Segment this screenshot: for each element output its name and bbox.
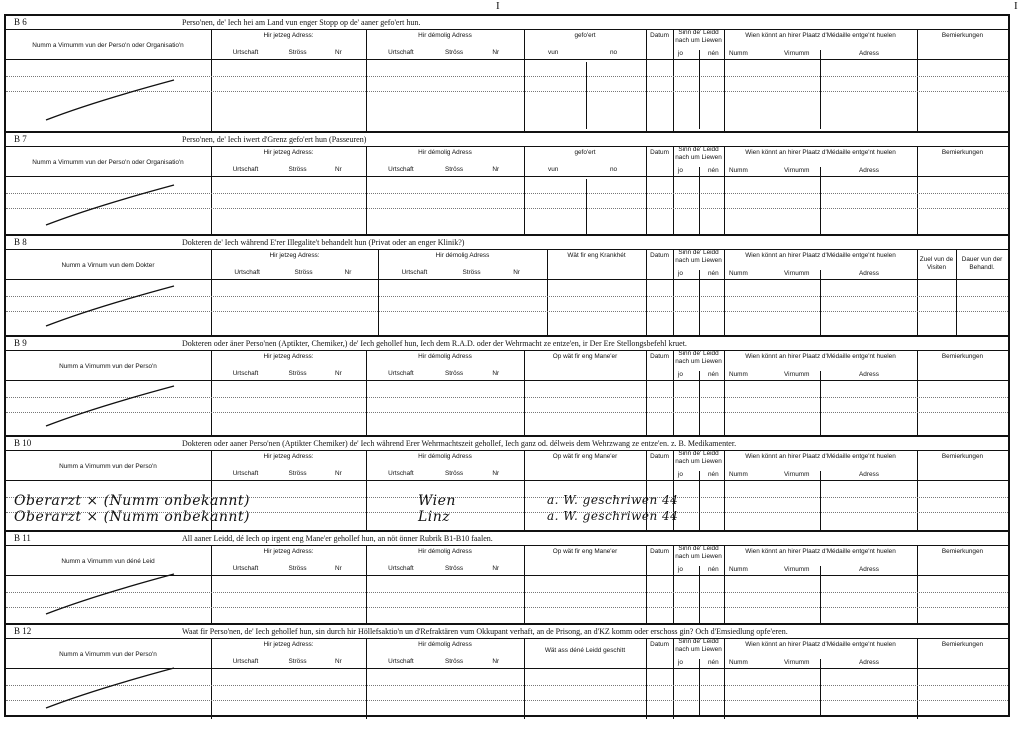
former-address-header: Hir démolig Adress (418, 353, 472, 360)
former-address-header: Hir démolig Adress (418, 453, 472, 460)
medal-surname-subheader: Numm (729, 167, 748, 174)
medal-surname-subheader: Numm (729, 371, 748, 378)
no-subheader: nén (708, 270, 719, 277)
place-subheader: Urtschaft (234, 269, 260, 276)
number-subheader: Nr (513, 269, 520, 276)
strike-through-pen-line (42, 76, 182, 126)
handwritten-method: a. W. geschriwen 44 (547, 509, 679, 523)
section-title-bar (6, 337, 1008, 351)
place-subheader: Urtschaft (232, 658, 259, 665)
medal-name-divider (820, 566, 821, 623)
section-heading: Perso'nen, de' Iech hei am Land vun enger Stopp op de' aaner gefo'ert hun. (182, 18, 421, 27)
yes-no-divider (699, 566, 700, 623)
medal-address-subheader: Adress (859, 270, 879, 277)
yes-subheader: jo (678, 371, 683, 378)
street-subheader: Ströss (288, 470, 307, 477)
medal-address-subheader: Adress (859, 50, 879, 57)
section-b-7 (6, 131, 1008, 234)
place-subheader: Urtschaft (232, 49, 259, 56)
visits-header: Zuel vun de Visiten (919, 256, 954, 271)
street-subheader: Ströss (288, 370, 307, 377)
section-title-bar (6, 437, 1008, 451)
medal-firstname-subheader: Virnumm (784, 50, 810, 57)
number-subheader: Nr (492, 49, 500, 56)
medal-address-subheader: Adress (859, 566, 879, 573)
alive-header: Sinn de' Leidd nach um Liewen (675, 545, 722, 560)
yes-subheader: jo (678, 167, 683, 174)
street-subheader: Ströss (445, 470, 464, 477)
section-code: B 7 (14, 134, 27, 144)
name-column-header: Numm a Virnumm vun der Perso'n oder Organisatio'n (32, 42, 184, 49)
column-divider (366, 546, 367, 625)
former-address-header: Hir démolig Adress (418, 149, 472, 156)
column-divider (646, 351, 647, 437)
yes-no-divider (699, 471, 700, 530)
section-title-bar (6, 532, 1008, 546)
remarks-header: Bemierkungen (941, 453, 984, 460)
section-b-11 (6, 530, 1008, 623)
section-title-bar (6, 16, 1008, 30)
column-divider (524, 30, 525, 131)
column-divider (646, 546, 647, 625)
yes-no-divider (699, 50, 700, 129)
column-divider (366, 351, 367, 437)
column-divider (378, 250, 379, 337)
from-subheader: vun (548, 166, 559, 173)
street-subheader: Ströss (288, 49, 307, 56)
alive-header: Sinn de' Leidd nach um Liewen (675, 350, 722, 365)
strike-line-path (46, 668, 174, 708)
place-subheader: Urtschaft (388, 166, 414, 173)
strike-through-pen-line (42, 382, 182, 432)
strike-line-path (46, 185, 174, 225)
medal-surname-subheader: Numm (729, 471, 748, 478)
medal-name-divider (820, 471, 821, 530)
date-header: Datum (650, 32, 669, 39)
section-b-10 (6, 435, 1008, 530)
column-divider (646, 30, 647, 131)
remarks-header: Bemierkungen (941, 353, 984, 360)
former-address-header: Hir démolig Adress (418, 641, 472, 648)
remarks-header: Bemierkungen (941, 548, 984, 555)
strike-line-path (46, 80, 174, 120)
column-divider (917, 639, 918, 719)
strike-through-pen-line (42, 570, 182, 620)
current-address-header: Hir jetzeg Adress: (263, 353, 314, 360)
col3-header: Op wät fir eng Mane'er (552, 453, 618, 460)
strike-through-pen-line (42, 664, 182, 714)
date-header: Datum (650, 353, 669, 360)
strike-through-pen-line (42, 282, 182, 332)
alive-header: Sinn de' Leidd nach um Liewen (675, 450, 722, 465)
place-subheader: Urtschaft (388, 370, 414, 377)
number-subheader: Nr (335, 49, 342, 56)
column-divider (673, 30, 674, 131)
name-column-header: Numm a Virnum vun dem Dokter (61, 262, 155, 269)
former-address-header: Hir démolig Adress (435, 252, 490, 259)
medal-firstname-subheader: Virnumm (784, 566, 810, 573)
header-row-divider (6, 59, 1008, 60)
yes-subheader: jo (678, 50, 683, 57)
column-divider (524, 147, 525, 236)
medal-firstname-subheader: Virnumm (784, 270, 810, 277)
medal-address-subheader: Adress (859, 659, 879, 666)
current-address-header: Hir jetzeg Adress: (263, 149, 314, 156)
header-row-divider (6, 480, 1008, 481)
street-subheader: Ströss (288, 658, 307, 665)
from-subheader: vun (548, 49, 559, 56)
form-sheet (4, 14, 1010, 717)
column-divider (917, 451, 918, 532)
header-row-divider (6, 279, 1008, 280)
header-row-divider (6, 380, 1008, 381)
column-divider (646, 639, 647, 719)
medal-address-subheader: Adress (859, 471, 879, 478)
no-subheader: nén (708, 471, 719, 478)
medal-header: Wien könnt an hirer Plaatz d'Médaille entge'nt huelen (745, 641, 896, 648)
place-subheader: Urtschaft (388, 565, 414, 572)
medal-firstname-subheader: Virnumm (784, 471, 810, 478)
current-address-header: Hir jetzeg Adress: (263, 32, 314, 39)
column-divider (724, 351, 725, 437)
former-address-header: Hir démolig Adress (418, 548, 472, 555)
yes-subheader: jo (678, 566, 683, 573)
yes-subheader: jo (678, 270, 683, 277)
current-address-header: Hir jetzeg Adress: (263, 641, 314, 648)
section-code: B 11 (14, 533, 31, 543)
street-subheader: Ströss (445, 658, 464, 665)
column-divider (917, 147, 918, 236)
col3-header: Wät fir eng Krankhét (567, 252, 626, 259)
street-subheader: Ströss (445, 370, 464, 377)
number-subheader: Nr (344, 269, 352, 276)
section-code: B 8 (14, 237, 27, 247)
column-divider (547, 250, 548, 337)
medal-surname-subheader: Numm (729, 50, 748, 57)
medal-header: Wien könnt an hirer Plaatz d'Médaille entge'nt huelen (745, 149, 896, 156)
no-subheader: nén (708, 371, 719, 378)
page-top-mark: I (496, 0, 500, 12)
column-divider (211, 250, 212, 337)
no-subheader: nén (708, 167, 719, 174)
medal-address-subheader: Adress (859, 371, 879, 378)
medal-surname-subheader: Numm (729, 270, 748, 277)
section-b-6 (6, 16, 1008, 131)
column-divider (524, 546, 525, 625)
current-address-header: Hir jetzeg Adress: (269, 252, 320, 259)
handwritten-town: Wien (418, 493, 456, 509)
column-divider (366, 639, 367, 719)
section-b-9 (6, 335, 1008, 435)
name-column-header: Numm a Virnumm vun der Perso'n (59, 363, 157, 370)
column-divider (366, 451, 367, 532)
medal-header: Wien könnt an hirer Plaatz d'Médaille entge'nt huelen (745, 252, 896, 259)
column-divider (724, 30, 725, 131)
medal-name-divider (820, 659, 821, 717)
place-subheader: Urtschaft (232, 470, 259, 477)
alive-header: Sinn de' Leidd nach um Liewen (675, 146, 722, 161)
handwritten-method: a. W. geschriwen 44 (547, 493, 679, 507)
alive-header: Sinn de' Leidd nach um Liewen (675, 249, 722, 264)
strike-through-pen-line (42, 181, 182, 231)
name-column-header: Numm a Virnumm vun der Perso'n (59, 463, 157, 470)
column-divider (366, 30, 367, 131)
column-divider (646, 147, 647, 236)
section-b-12 (6, 623, 1008, 717)
section-code: B 9 (14, 338, 27, 348)
column-divider (646, 250, 647, 337)
medal-header: Wien könnt an hirer Plaatz d'Médaille entge'nt huelen (745, 453, 896, 460)
remarks-header: Bemierkungen (941, 32, 984, 39)
column-divider (211, 639, 212, 719)
section-heading: Dokteren oder aaner Perso'nen (Aptikter Chemiker) de' Iech während Erer Wehrmachtszeit gehollef, Iech ganz od. délweis dem Wehrzwang ze entze'en. z. B. Medikamenter. (182, 439, 737, 448)
handwritten-name: Oberarzt × (Numm onbekannt) (14, 493, 250, 509)
medal-name-divider (820, 270, 821, 335)
section-code: B 12 (14, 626, 32, 636)
street-subheader: Ströss (288, 166, 307, 173)
number-subheader: Nr (492, 166, 500, 173)
medal-firstname-subheader: Virnumm (784, 659, 810, 666)
current-address-header: Hir jetzeg Adress: (263, 453, 314, 460)
to-subheader: no (610, 49, 618, 56)
col3-header: Wät ass déné Leidd geschitt (544, 647, 626, 654)
strike-line-path (46, 386, 174, 426)
section-b-8 (6, 234, 1008, 335)
section-heading: Perso'nen, de' Iech iwert d'Grenz gefo'ert hun (Passeuren) (182, 135, 367, 144)
place-subheader: Urtschaft (388, 49, 414, 56)
medal-name-divider (820, 371, 821, 435)
medal-name-divider (820, 167, 821, 234)
section-title-bar (6, 236, 1008, 250)
column-divider (524, 451, 525, 532)
number-subheader: Nr (492, 565, 500, 572)
place-subheader: Urtschaft (232, 370, 259, 377)
column-divider (724, 147, 725, 236)
number-subheader: Nr (335, 658, 342, 665)
date-header: Datum (650, 149, 669, 156)
place-subheader: Urtschaft (401, 269, 428, 276)
page-right-mark: I (1014, 0, 1018, 12)
section-heading: Dokteren oder äner Perso'nen (Aptikter, Chemiker,) de' Iech gehollef hun, Iech dem R.A.D. oder der Wehrmacht ze entze'en, ir Der Ere Stellongsbefehl kruet. (182, 339, 687, 348)
medal-header: Wien könnt an hirer Plaatz d'Médaille entge'nt huelen (745, 32, 896, 39)
name-column-header: Numm a Virnumm vun déné Leid (61, 558, 155, 565)
yes-subheader: jo (678, 659, 683, 666)
yes-no-divider (699, 167, 700, 234)
yes-subheader: jo (678, 471, 683, 478)
handwritten-name: Oberarzt × (Numm onbekannt) (14, 509, 250, 525)
name-column-header: Numm a Virnumm vun der Perso'n oder Organisatio'n (32, 159, 184, 166)
former-address-header: Hir démolig Adress (418, 32, 472, 39)
header-row-divider (6, 176, 1008, 177)
number-subheader: Nr (335, 166, 342, 173)
number-subheader: Nr (335, 565, 342, 572)
section-heading: All aaner Leidd, dé Iech op irgent eng Mane'er gehollef hun, an nöt önner Rubrik B1-B10 faalen. (182, 534, 493, 543)
street-subheader: Ströss (462, 269, 481, 276)
yes-no-divider (699, 270, 700, 335)
remarks-header: Bemierkungen (941, 641, 984, 648)
medal-firstname-subheader: Virnumm (784, 371, 810, 378)
date-header: Datum (650, 548, 669, 555)
medal-surname-subheader: Numm (729, 566, 748, 573)
column-divider (366, 147, 367, 236)
place-subheader: Urtschaft (388, 470, 414, 477)
strike-line-path (46, 286, 174, 326)
treatment-duration-header: Dauer vun der Behandl. (961, 256, 1003, 271)
column-divider (724, 451, 725, 532)
number-subheader: Nr (335, 370, 342, 377)
section-title-bar (6, 625, 1008, 639)
medal-header: Wien könnt an hirer Plaatz d'Médaille entge'nt huelen (745, 548, 896, 555)
column-divider (917, 351, 918, 437)
no-subheader: nén (708, 50, 719, 57)
medal-name-divider (820, 50, 821, 129)
section-code: B 6 (14, 17, 27, 27)
section-title-bar (6, 133, 1008, 147)
yes-no-divider (699, 659, 700, 717)
column-divider (917, 546, 918, 625)
street-subheader: Ströss (288, 565, 307, 572)
number-subheader: Nr (492, 370, 500, 377)
column-divider (724, 639, 725, 719)
medal-firstname-subheader: Virnumm (784, 167, 810, 174)
street-subheader: Ströss (294, 269, 313, 276)
number-subheader: Nr (492, 658, 500, 665)
street-subheader: Ströss (445, 166, 464, 173)
from-to-divider (586, 62, 587, 129)
date-header: Datum (650, 453, 669, 460)
current-address-header: Hir jetzeg Adress: (263, 548, 314, 555)
column-divider (211, 147, 212, 236)
col3-header: gefo'ert (574, 32, 596, 39)
place-subheader: Urtschaft (232, 166, 259, 173)
column-divider (211, 546, 212, 625)
column-divider (524, 351, 525, 437)
medal-surname-subheader: Numm (729, 659, 748, 666)
col3-header: gefo'ert (574, 149, 596, 156)
medal-address-subheader: Adress (859, 167, 879, 174)
street-subheader: Ströss (445, 565, 464, 572)
number-subheader: Nr (335, 470, 342, 477)
alive-header: Sinn de' Leidd nach um Liewen (675, 29, 722, 44)
to-subheader: no (610, 166, 618, 173)
no-subheader: nén (708, 659, 719, 666)
yes-no-divider (699, 371, 700, 435)
place-subheader: Urtschaft (388, 658, 414, 665)
date-header: Datum (650, 641, 669, 648)
handwritten-town: Linz (418, 509, 451, 525)
column-divider (724, 250, 725, 337)
col3-header: Op wät fir eng Mane'er (552, 548, 618, 555)
alive-header: Sinn de' Leidd nach um Liewen (675, 638, 722, 653)
remarks-header: Bemierkungen (941, 149, 984, 156)
column-divider (724, 546, 725, 625)
from-to-divider (586, 179, 587, 234)
section-heading: Dokteren de' Iech während E'rer Illegalite't behandelt hun (Privat oder an enger Klinik?) (182, 238, 465, 247)
strike-line-path (46, 574, 174, 614)
no-subheader: nén (708, 566, 719, 573)
col3-header: Op wät fir eng Mane'er (552, 353, 618, 360)
section-heading: Waat fir Perso'nen, de' Iech gehollef hun, sin durch hir Höllefsaktio'n un d'Refraktären vum Okkupant verhaft, an de Prisong, an d'KZ komm oder erschoss gin? Och d'Emsiedlung opfe'eren. (182, 627, 788, 636)
medal-header: Wien könnt an hirer Plaatz d'Médaille entge'nt huelen (745, 353, 896, 360)
column-divider (211, 30, 212, 131)
street-subheader: Ströss (445, 49, 464, 56)
section-code: B 10 (14, 438, 32, 448)
date-header: Datum (650, 252, 669, 259)
column-divider (211, 351, 212, 437)
place-subheader: Urtschaft (232, 565, 259, 572)
name-column-header: Numm a Virnumm vun der Perso'n (59, 651, 157, 658)
number-subheader: Nr (492, 470, 500, 477)
column-divider (917, 30, 918, 131)
